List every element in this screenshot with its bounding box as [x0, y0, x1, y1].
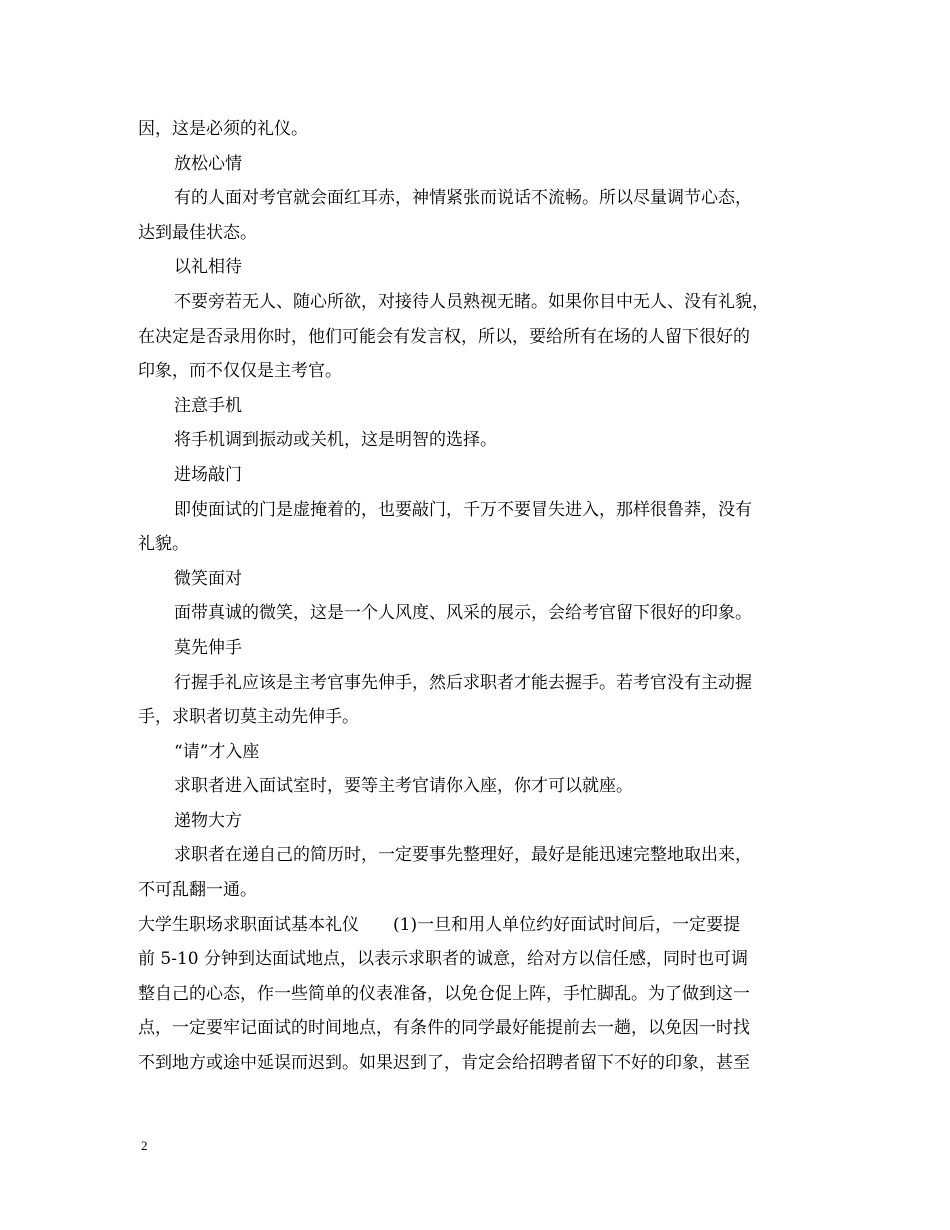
text-line: “请”才入座 [174, 741, 260, 762]
text-line: 因，这是必须的礼仪。 [138, 119, 308, 139]
text-line: 有的人面对考官就会面红耳赤，神情紧张而说话不流畅。所以尽量调节心态， [174, 188, 752, 209]
text-line: 以礼相待 [174, 257, 242, 278]
text-line: 莫先伸手 [174, 637, 242, 658]
text-line: 注意手机 [174, 395, 242, 416]
text-line: 前 5-10 分钟到达面试地点，以表示求职者的诚意，给对方以信任感，同时也可调 [138, 949, 748, 970]
text-line: 印象，而不仅仅是主考官。 [138, 361, 342, 382]
text-line: 点，一定要牢记面试的时间地点，有条件的同学最好能提前去一趟，以免因一时找 [138, 1018, 750, 1039]
text-line: 达到最佳状态。 [138, 222, 257, 243]
text-line: 进场敲门 [174, 464, 242, 485]
text-line: 即使面试的门是虚掩着的，也要敲门，千万不要冒失进入，那样很鲁莽，没有 [174, 499, 752, 520]
text-line: 求职者进入面试室时，要等主考官请你入座，你才可以就座。 [174, 776, 633, 797]
text-line: 面带真诚的微笑，这是一个人风度、风采的展示，会给考官留下很好的印象。 [174, 603, 752, 624]
text-line: 手，求职者切莫主动先伸手。 [138, 707, 359, 728]
text-line: 不到地方或途中延误而迟到。如果迟到了，肯定会给招聘者留下不好的印象，甚至 [138, 1053, 750, 1074]
text-line: 礼貌。 [138, 534, 189, 555]
text-line: 微笑面对 [174, 568, 242, 589]
text-line: 不可乱翻一通。 [138, 880, 257, 901]
text-line: 行握手礼应该是主考官事先伸手，然后求职者才能去握手。若考官没有主动握 [174, 672, 752, 693]
text-line: 大学生职场求职面试基本礼仪 (1)一旦和用人单位约好面试时间后，一定要提 [138, 914, 741, 935]
text-line: 递物大方 [174, 810, 242, 831]
text-line: 放松心情 [174, 153, 242, 174]
text-line: 不要旁若无人、随心所欲，对接待人员熟视无睹。如果你目中无人、没有礼貌， [174, 291, 769, 312]
text-line: 求职者在递自己的简历时，一定要事先整理好，最好是能迅速完整地取出来， [174, 845, 752, 866]
document-body [138, 112, 820, 1081]
page-number: 2 [141, 1138, 148, 1153]
text-line: 将手机调到振动或关机，这是明智的选择。 [174, 430, 497, 451]
text-line: 整自己的心态，作一些简单的仪表准备，以免仓促上阵，手忙脚乱。为了做到这一 [138, 983, 750, 1004]
text-line: 在决定是否录用你时，他们可能会有发言权，所以，要给所有在场的人留下很好的 [138, 326, 750, 347]
